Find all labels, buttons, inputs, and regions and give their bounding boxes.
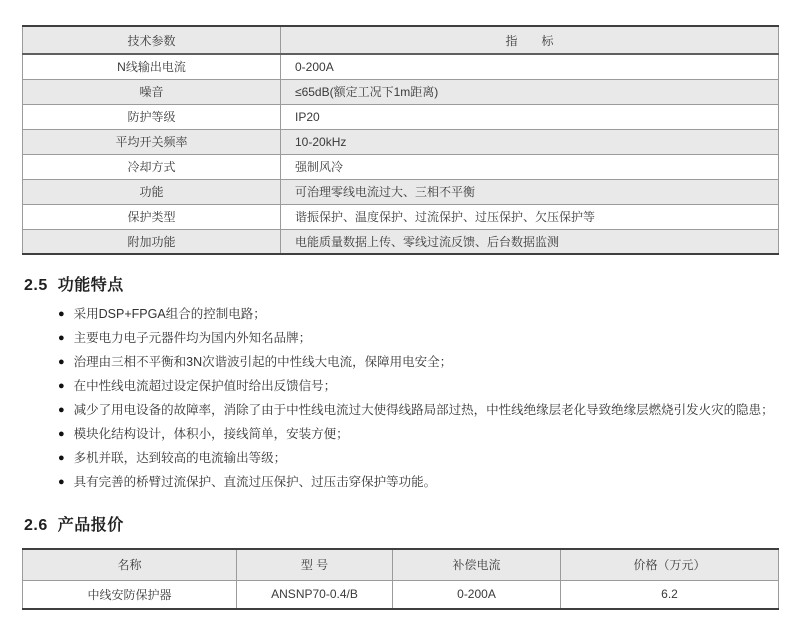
table-row <box>23 79 779 104</box>
feature-text: 在中性线电流超过设定保护值时给出反馈信号； <box>73 379 337 393</box>
bullet-icon: ● <box>58 452 65 464</box>
feature-text: 治理由三相不平衡和3N次谐波引起的中性线大电流，保障用电安全； <box>73 355 453 369</box>
list-item <box>58 328 778 348</box>
bullet-icon: ● <box>58 356 65 368</box>
table-row <box>23 104 779 129</box>
section-title: 产品报价 <box>57 517 124 534</box>
spec-param: N线输出电流 <box>23 54 281 79</box>
table-row <box>23 179 779 204</box>
feature-text: 模块化结构设计，体积小，接线简单，安装方便； <box>73 427 349 441</box>
bullet-icon: ● <box>58 404 65 416</box>
spec-value: IP20 <box>281 104 779 129</box>
table-row <box>23 580 779 609</box>
section-title: 功能特点 <box>57 277 124 294</box>
list-item <box>58 304 778 324</box>
list-item <box>58 400 778 420</box>
pricing-header-name: 名称 <box>23 549 237 580</box>
feature-list <box>58 304 778 492</box>
section-number: 2.5 <box>24 277 48 294</box>
bullet-icon: ● <box>58 428 65 440</box>
table-row <box>23 54 779 79</box>
list-item <box>58 424 778 444</box>
table-row <box>23 129 779 154</box>
pricing-header-model: 型 号 <box>237 549 393 580</box>
bullet-icon: ● <box>58 476 65 488</box>
pricing-header-current: 补偿电流 <box>393 549 561 580</box>
product-current: 0-200A <box>393 580 561 609</box>
product-name: 中线安防保护器 <box>23 580 237 609</box>
spec-value: 0-200A <box>281 54 779 79</box>
spec-param: 保护类型 <box>23 204 281 229</box>
spec-param: 附加功能 <box>23 229 281 254</box>
pricing-header-price: 价格（万元） <box>561 549 779 580</box>
spec-param: 功能 <box>23 179 281 204</box>
feature-text: 具有完善的桥臂过流保护、直流过压保护、过压击穿保护等功能。 <box>73 475 437 489</box>
list-item <box>58 448 778 468</box>
feature-text: 采用DSP+FPGA组合的控制电路； <box>73 307 266 321</box>
bullet-icon: ● <box>58 380 65 392</box>
table-row <box>23 229 779 254</box>
spec-value: ≤65dB(额定工况下1m距离) <box>281 79 779 104</box>
list-item <box>58 472 778 492</box>
spec-value: 电能质量数据上传、零线过流反馈、后台数据监测 <box>281 229 779 254</box>
spec-value-header: 指 标 <box>281 26 779 54</box>
features-section-heading <box>24 272 778 295</box>
pricing-header-row <box>23 549 779 580</box>
spec-value: 谐振保护、温度保护、过流保护、过压保护、欠压保护等 <box>281 204 779 229</box>
page-content <box>22 0 778 610</box>
table-row <box>23 204 779 229</box>
spec-param: 防护等级 <box>23 104 281 129</box>
product-model: ANSNP70-0.4/B <box>237 580 393 609</box>
section-number: 2.6 <box>24 517 48 534</box>
bullet-icon: ● <box>58 332 65 344</box>
bullet-icon: ● <box>58 308 65 320</box>
spec-param: 冷却方式 <box>23 154 281 179</box>
feature-text: 多机并联，达到较高的电流输出等级； <box>73 451 287 465</box>
spec-param-header: 技术参数 <box>23 26 281 54</box>
spec-param: 平均开关频率 <box>23 129 281 154</box>
spec-param: 噪音 <box>23 79 281 104</box>
list-item <box>58 376 778 396</box>
spec-value: 可治理零线电流过大、三相不平衡 <box>281 179 779 204</box>
feature-text: 主要电力电子元器件均为国内外知名品牌； <box>73 331 312 345</box>
pricing-table <box>22 548 779 610</box>
spec-header-row <box>23 26 779 54</box>
technical-parameters-table <box>22 25 779 255</box>
feature-text: 减少了用电设备的故障率，消除了由于中性线电流过大使得线路局部过热，中性线绝缘层老化导致绝缘层燃烧引发火灾的隐患； <box>73 403 774 417</box>
spec-value: 强制风冷 <box>281 154 779 179</box>
pricing-section-heading <box>24 512 778 535</box>
list-item <box>58 352 778 372</box>
table-row <box>23 154 779 179</box>
spec-value: 10-20kHz <box>281 129 779 154</box>
product-price: 6.2 <box>561 580 779 609</box>
